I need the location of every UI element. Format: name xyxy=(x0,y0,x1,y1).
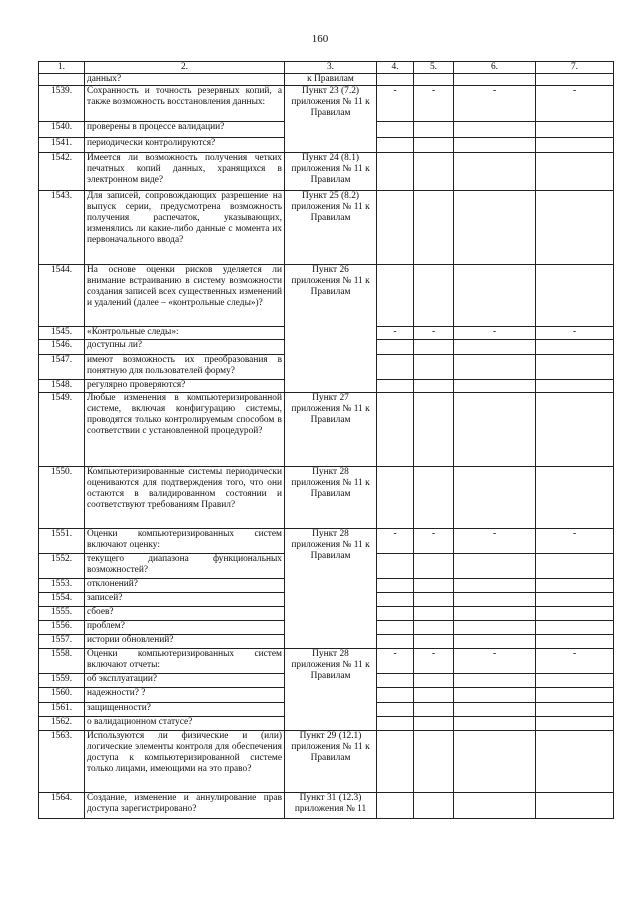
row-number: 1561. xyxy=(39,703,85,717)
row-number: 1562. xyxy=(39,717,85,731)
table-row xyxy=(39,793,614,819)
row-number xyxy=(39,74,85,86)
answer-dash: - xyxy=(454,649,536,674)
reference-text: к Правилам xyxy=(285,74,377,86)
row-number: 1553. xyxy=(39,579,85,593)
row-number: 1545. xyxy=(39,327,85,340)
checklist-table xyxy=(38,61,614,819)
row-number: 1544. xyxy=(39,265,85,327)
requirement-text: истории обновлений? xyxy=(85,635,285,649)
requirement-text: Оценки компьютеризированных систем включают оценку: xyxy=(85,529,285,554)
table-row xyxy=(39,191,614,265)
answer-dash: - xyxy=(414,327,454,340)
requirement-text: сбоев? xyxy=(85,607,285,621)
requirement-text: Для записей, сопровождающих разрешение на выпуск серии, предусмотрена возможность получения распечаток, указывающих, изменялись ли какие-либо данные с момента их первоначального ввода? xyxy=(85,191,285,265)
requirement-text: имеют возможность их преобразования в понятную для пользователей форму? xyxy=(85,355,285,380)
answer-dash: - xyxy=(536,529,614,554)
answer-dash: - xyxy=(454,529,536,554)
answer-dash: - xyxy=(377,649,414,674)
row-number: 1557. xyxy=(39,635,85,649)
row-number: 1539. xyxy=(39,86,85,122)
requirement-text: проверены в процессе валидации? xyxy=(85,122,285,138)
requirement-text: отклонений? xyxy=(85,579,285,593)
table-row xyxy=(39,74,614,86)
requirement-text: Используются ли физические и (или) логические элементы контроля для обеспечения доступа к компьютеризированной системе только лицами, имеющими на это право? xyxy=(85,731,285,793)
requirement-text: Создание, изменение и аннулирование прав доступа зарегистрировано? xyxy=(85,793,285,819)
row-number: 1550. xyxy=(39,467,85,529)
col-header-4: 4. xyxy=(377,62,414,74)
reference-text: Пункт 29 (12.1) приложения № 11 к Правилам xyxy=(285,731,377,793)
col-header-2: 2. xyxy=(85,62,285,74)
col-header-7: 7. xyxy=(536,62,614,74)
requirement-text: надежности? ? xyxy=(85,688,285,703)
requirement-text: доступны ли? xyxy=(85,340,285,355)
row-number: 1547. xyxy=(39,355,85,380)
table-row xyxy=(39,467,614,529)
requirement-text: Любые изменения в компьютеризированной системе, включая конфигурацию системы, проводятся только контролируемым способом в соответствии с установленной процедурой? xyxy=(85,393,285,467)
requirement-text: Оценки компьютеризированных систем включают отчеты: xyxy=(85,649,285,674)
row-number: 1556. xyxy=(39,621,85,635)
answer-dash: - xyxy=(414,529,454,554)
row-number: 1558. xyxy=(39,649,85,674)
col-header-6: 6. xyxy=(454,62,536,74)
col-header-1: 1. xyxy=(39,62,85,74)
table-row xyxy=(39,649,614,674)
answer-dash: - xyxy=(536,649,614,674)
row-number: 1551. xyxy=(39,529,85,554)
header-row xyxy=(39,62,614,74)
table-row xyxy=(39,393,614,467)
table-row xyxy=(39,731,614,793)
row-number: 1559. xyxy=(39,674,85,688)
reference-text: Пункт 28 приложения № 11 к Правилам xyxy=(285,649,377,731)
answer-dash: - xyxy=(414,86,454,122)
page-number: 160 xyxy=(311,33,329,45)
reference-text: Пункт 27 приложения № 11 к Правилам xyxy=(285,393,377,467)
requirement-text: регулярно проверяются? xyxy=(85,380,285,393)
row-number: 1541. xyxy=(39,138,85,153)
answer-dash: - xyxy=(377,529,414,554)
col-header-5: 5. xyxy=(414,62,454,74)
reference-text: Пункт 25 (8.2) приложения № 11 к Правилам xyxy=(285,191,377,265)
row-number: 1560. xyxy=(39,688,85,703)
table-row xyxy=(39,86,614,122)
requirement-text: защищенности? xyxy=(85,703,285,717)
col-header-3: 3. xyxy=(285,62,377,74)
answer-dash: - xyxy=(536,327,614,340)
requirement-text: Компьютеризированные системы периодически оцениваются для подтверждения того, что они остаются в валидированном состоянии и соответствуют требованиям Правил? xyxy=(85,467,285,529)
requirement-text: Сохранность и точность резервных копий, а также возможность восстановления данных: xyxy=(85,86,285,122)
row-number: 1563. xyxy=(39,731,85,793)
answer-dash: - xyxy=(377,86,414,122)
table-row xyxy=(39,265,614,327)
requirement-text: об эксплуатации? xyxy=(85,674,285,688)
requirement-text: периодически контролируются? xyxy=(85,138,285,153)
requirement-text: Имеется ли возможность получения четких печатных копий данных, хранящихся в электронном виде? xyxy=(85,153,285,191)
reference-text: Пункт 28 приложения № 11 к Правилам xyxy=(285,529,377,649)
requirement-text: На основе оценки рисков уделяется ли внимание встраиванию в систему возможности создания записей всех существенных изменений и удалений (далее – «контрольные следы»)? xyxy=(85,265,285,327)
row-number: 1542. xyxy=(39,153,85,191)
row-number: 1552. xyxy=(39,554,85,579)
reference-text: Пункт 24 (8.1) приложения № 11 к Правилам xyxy=(285,153,377,191)
row-number: 1555. xyxy=(39,607,85,621)
answer-dash: - xyxy=(454,327,536,340)
row-number: 1543. xyxy=(39,191,85,265)
requirement-text: «Контрольные следы»: xyxy=(85,327,285,340)
row-number: 1540. xyxy=(39,122,85,138)
reference-text: Пункт 26 приложения № 11 к Правилам xyxy=(285,265,377,393)
answer-dash: - xyxy=(377,327,414,340)
row-number: 1564. xyxy=(39,793,85,819)
requirement-text: о валидационном статусе? xyxy=(85,717,285,731)
answer-dash: - xyxy=(536,86,614,122)
row-number: 1548. xyxy=(39,380,85,393)
row-number: 1554. xyxy=(39,593,85,607)
answer-dash: - xyxy=(414,649,454,674)
requirement-text: данных? xyxy=(85,74,285,86)
requirement-text: проблем? xyxy=(85,621,285,635)
table-row xyxy=(39,153,614,191)
answer-dash: - xyxy=(454,86,536,122)
requirement-text: записей? xyxy=(85,593,285,607)
row-number: 1549. xyxy=(39,393,85,467)
requirement-text: текущего диапазона функциональных возможностей? xyxy=(85,554,285,579)
reference-text: Пункт 28 приложения № 11 к Правилам xyxy=(285,467,377,529)
reference-text: Пункт 23 (7.2) приложения № 11 к Правилам xyxy=(285,86,377,153)
table-row xyxy=(39,529,614,554)
reference-text: Пункт 31 (12.3) приложения № 11 xyxy=(285,793,377,819)
row-number: 1546. xyxy=(39,340,85,355)
